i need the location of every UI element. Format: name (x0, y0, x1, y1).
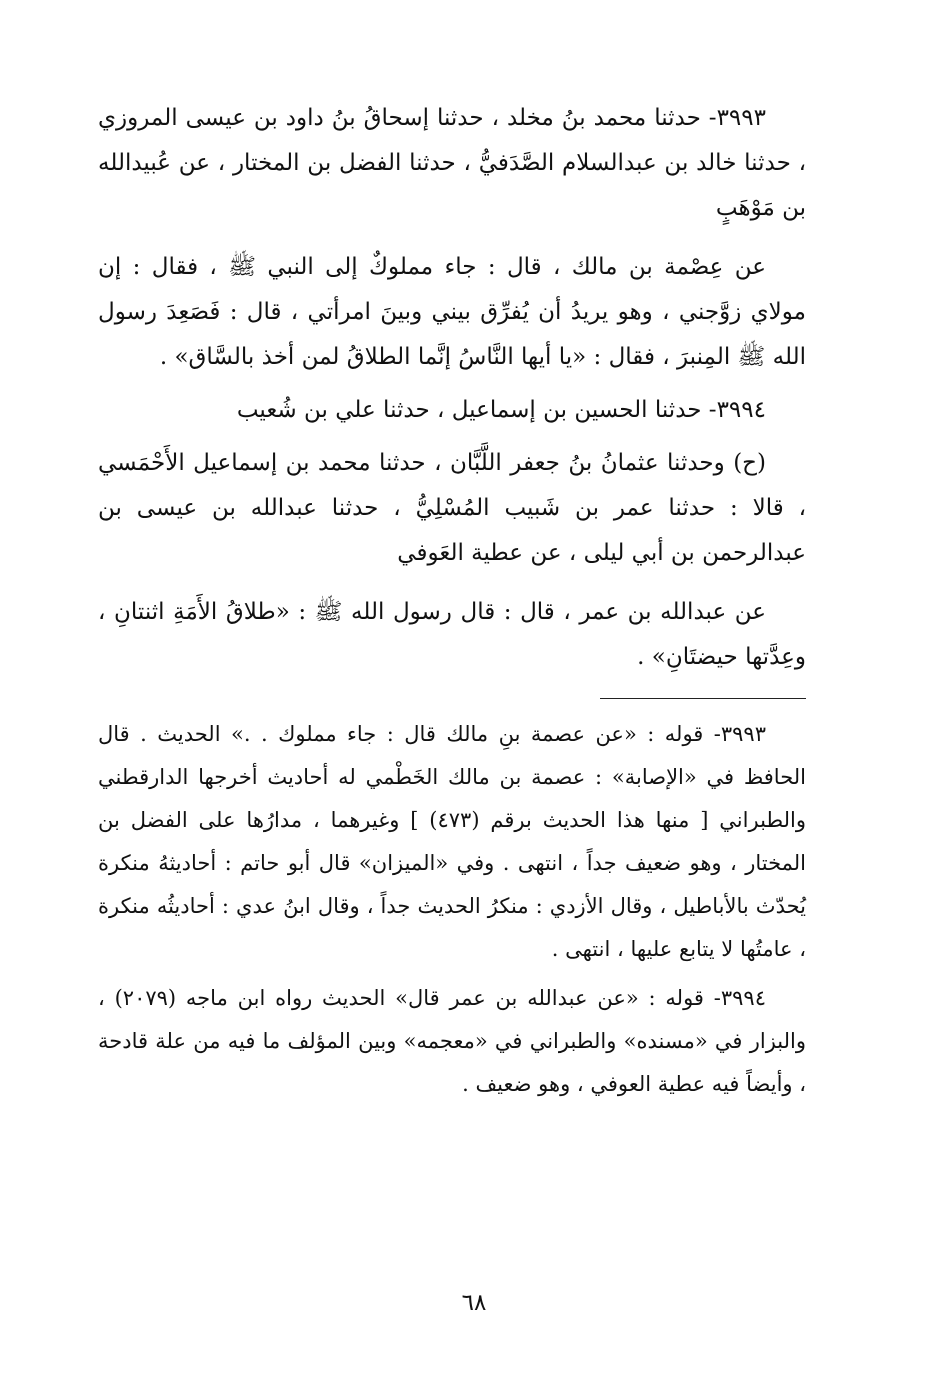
footnote-3993: ٣٩٩٣- قوله : «عن عصمة بنِ مالك قال : جاء مملوك . .» الحديث . قال الحافظ في «الإصابة» : عصمة بن مالك الخَطْمي له أحاديث أخرجها الدارقطني والطبراني [ منها هذا الحديث برقم (٤٧٣) ] وغيرهما ، مدارُها على الفضل بن المختار ، وهو ضعيف جداً ، انتهى . وفي «الميزان» قال أبو حاتم : أحاديثهُ منكرة يُحدّث بالأباطيل ، وقال الأزدي : منكرُ الحديث جداً ، وقال ابنُ عدي : أحاديثُه منكرة ، عامتُها لا يتابع عليها ، انتهى . (98, 722, 807, 961)
hadith-3993-matn: عن عِصْمة بن مالك ، قال : جاء مملوكٌ إلى النبي ﷺ ، فقال : إن مولاي زوَّجني ، وهو يريدُ أن يُفرِّق بيني وبينَ امرأتي ، قال : فَصَعِدَ رسول الله ﷺ المِنبرَ ، فقال : «يا أيها النَّاسُ إنَّما الطلاقُ لمن أخذ بالسَّاق» . (98, 254, 806, 370)
page-body (98, 96, 806, 1106)
hadith-3994-matn: عن عبدالله بن عمر ، قال : قال رسول الله ﷺ : «طلاقُ الأَمَةِ اثنتانِ ، وعِدَّتها حيضتَانِ» . (98, 599, 806, 670)
page-number: ٦٨ (461, 1290, 487, 1316)
hadith-3994-isnad-a: ٣٩٩٤- حدثنا الحسين بن إسماعيل ، حدثنا علي بن شُعيب (236, 397, 766, 423)
hadith-3994-isnad-b: (ح) وحدثنا عثمانُ بنُ جعفر اللَّبَّان ، حدثنا محمد بن إسماعيل الأَحْمَسي ، قالا : حدثنا عمر بن شَبيب المُسْلِيُّ ، حدثنا عبدالله بن عيسى بن عبدالرحمن بن أبي ليلى ، عن عطية العَوفي (98, 450, 806, 566)
hadith-3993-isnad: ٣٩٩٣- حدثنا محمد بنُ مخلد ، حدثنا إسحاقُ بنُ داود بن عيسى المروزي ، حدثنا خالد بن عبدالسلام الصَّدَفيُّ ، حدثنا الفضل بن المختار ، عن عُبيدالله بن مَوْهَبٍ (98, 105, 806, 221)
footnote-separator (600, 698, 806, 699)
footnote-3994: ٣٩٩٤- قوله : «عن عبدالله بن عمر قال» الحديث رواه ابن ماجه (٢٠٧٩) ، والبزار في «مسنده» والطبراني في «معجمه» وبين المؤلف ما فيه من علة قادحة ، وأيضاً فيه عطية العوفي ، وهو ضعيف . (98, 986, 806, 1096)
